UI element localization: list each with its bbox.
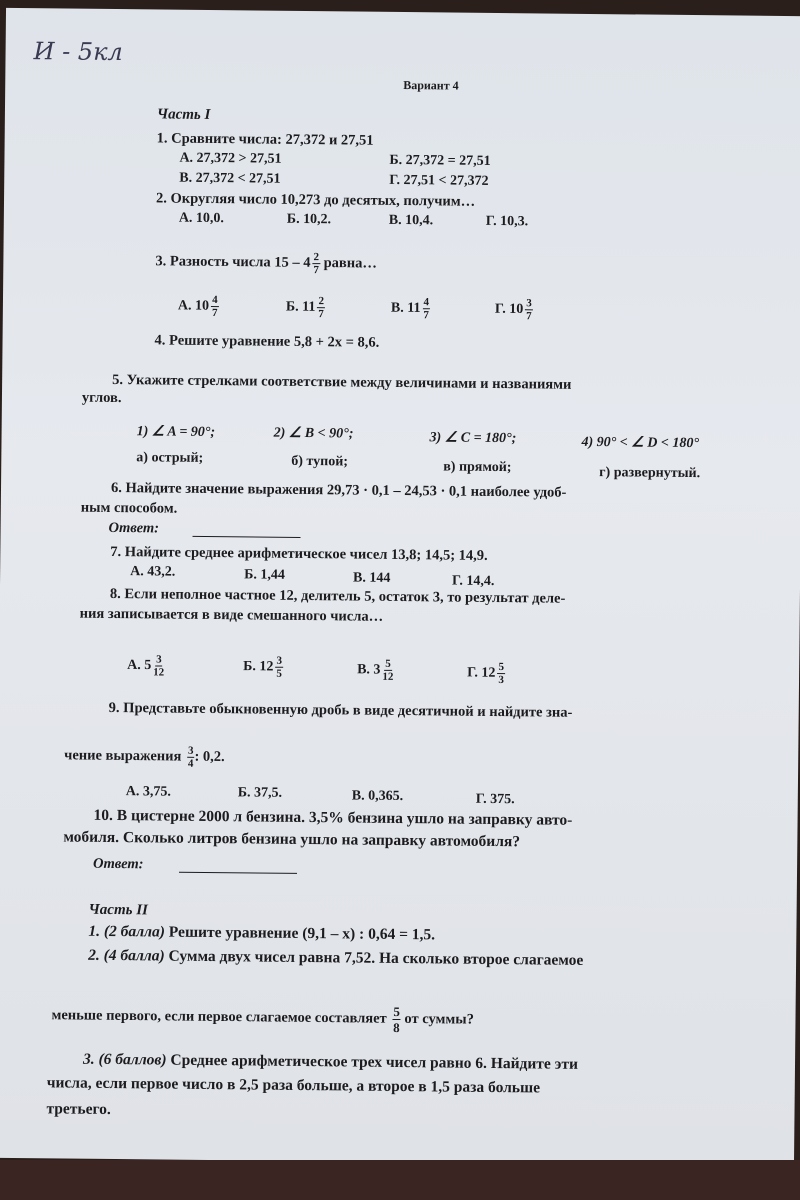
q3-option-b-label: Б. 11: [285, 299, 316, 315]
p2-q3: [83, 1051, 578, 1074]
q9-line1: 9. Представьте обыкновенную дробь в виде десятичной и найдите зна-: [108, 699, 573, 721]
q3-option-b-frac: [317, 295, 325, 320]
q9-line2-after: : 0,2.: [194, 748, 225, 766]
q5-name-b: б) тупой;: [291, 453, 349, 470]
q3-option-a: [178, 294, 219, 319]
q8-option-a-num: 3: [156, 653, 162, 666]
q3-option-d-den: 7: [526, 310, 532, 323]
q7-option-a: А. 43,2.: [130, 564, 176, 580]
p2-q2: [88, 947, 583, 970]
p2-q2-points: 2. (4 балла): [88, 946, 165, 965]
q8-option-d-label: Г. 12: [467, 665, 496, 681]
q3-option-a-label: А. 10: [177, 298, 210, 314]
q6-line2: ным способом.: [80, 499, 178, 517]
q7-text: 7. Найдите среднее арифметическое чисел 13,8; 14,5; 14,9.: [110, 543, 488, 564]
part1-title: Часть I: [156, 106, 211, 123]
q2-option-c: В. 10,4.: [388, 212, 434, 229]
q5-name-a: а) острый;: [136, 450, 204, 466]
q1-text: 1. Сравните числа: 27,372 и 27,51: [156, 130, 374, 149]
q3-fraction: [312, 251, 320, 276]
q3-option-b-den: 7: [318, 308, 324, 321]
p2-q3-line2: числа, если первое число в 2,5 раза больше, а второе в 1,5 раза больше: [46, 1074, 541, 1097]
q3-option-d-label: Г. 10: [494, 301, 524, 317]
p2-q1-text: Решите уравнение (9,1 – x) : 0,64 = 1,5.: [164, 923, 436, 944]
q6-answer-label: Ответ:: [108, 519, 160, 537]
p2-q1: [88, 923, 435, 945]
p2-q1-points: 1. (2 балла): [88, 922, 166, 941]
q5-line2: углов.: [81, 389, 122, 407]
q7-option-c: В. 144: [353, 570, 391, 586]
q9-option-b: Б. 37,5.: [237, 785, 283, 801]
q3-option-b: [286, 295, 325, 320]
q3-frac-den: 7: [313, 264, 320, 277]
q8-option-b: [243, 654, 283, 679]
q6-line1: 6. Найдите значение выражения 29,73 · 0,1 – 24,53 · 0,1 наиболее удоб-: [110, 479, 567, 501]
q9-line2-before: чение выражения: [64, 747, 182, 765]
p2-q2-line2: [51, 1000, 474, 1035]
q1-option-b: Б. 27,372 = 27,51: [389, 152, 491, 169]
q1-option-a: А. 27,372 > 27,51: [179, 150, 282, 167]
q8-option-a: [127, 653, 164, 678]
q8-option-a-den: 12: [153, 666, 165, 679]
q8-line2: ния записывается в виде смешанного числа…: [79, 605, 384, 625]
q6-answer-line[interactable]: [193, 536, 301, 538]
q8-option-c: [357, 658, 394, 683]
p2-q2-text: Сумма двух чисел равна 7,52. На сколько второе слагаемое: [164, 947, 584, 969]
q8-option-a-frac: [153, 653, 164, 678]
q3-option-d-frac: [525, 297, 533, 322]
p2-q3-line3: третьего.: [46, 1100, 111, 1118]
handwritten-note: И - 5кл: [33, 37, 123, 67]
q8-line1: 8. Если неполное частное 12, делитель 5, остаток 3, то результат деле-: [109, 585, 566, 607]
q9-frac-num: 3: [188, 744, 194, 757]
q5-item-2: 2) ∠ B < 90°;: [273, 425, 354, 442]
q8-option-c-num: 5: [385, 657, 391, 670]
p2-q2-line2-after: от суммы?: [404, 1010, 474, 1028]
q3-option-d-num: 3: [526, 297, 532, 310]
q8-option-c-frac: [382, 658, 393, 683]
p2-q2-frac-num: 5: [393, 1003, 400, 1020]
q8-option-d-frac: [497, 661, 505, 686]
q5-item-3: 3) ∠ C = 180°;: [429, 430, 517, 447]
q2-option-d: Г. 10,3.: [485, 213, 529, 230]
q8-option-b-frac: [275, 655, 283, 680]
q10-answer-label: Ответ:: [93, 855, 144, 873]
q2-option-b: Б. 10,2.: [286, 211, 332, 228]
q7-option-d: Г. 14,4.: [451, 573, 495, 589]
q5-item-1: 1) ∠ A = 90°;: [136, 424, 216, 441]
q3-option-c-label: В. 11: [390, 300, 421, 316]
q3-text: [155, 249, 377, 276]
variant-header: Вариант 4: [403, 78, 459, 93]
table-background: [0, 1160, 800, 1200]
q9-option-a: А. 3,75.: [125, 784, 172, 800]
q4-text: 4. Решите уравнение 5,8 + 2x = 8,6.: [154, 332, 380, 351]
q2-option-a: А. 10,0.: [178, 210, 225, 227]
q9-line2: [64, 743, 225, 770]
q3-option-d: [495, 297, 533, 322]
q3-text-after: равна…: [323, 255, 377, 272]
q3-option-c-den: 7: [423, 309, 429, 322]
q3-option-a-frac: [211, 294, 219, 319]
q3-text-before: 3. Разность числа 15 – 4: [155, 253, 311, 271]
p2-q2-fraction: [392, 1004, 401, 1035]
part2-title: Часть II: [88, 901, 149, 919]
q3-frac-num: 2: [313, 251, 320, 264]
q3-option-c-frac: [422, 296, 430, 321]
q3-option-c: [391, 296, 430, 321]
p2-q2-line2-before: меньше первого, если первое слагаемое составляет: [51, 1007, 387, 1027]
q8-option-d: [467, 661, 505, 686]
q8-option-d-num: 5: [498, 661, 505, 674]
q1-option-d: Г. 27,51 < 27,372: [389, 172, 489, 189]
q1-option-c: В. 27,372 < 27,51: [179, 170, 281, 187]
q3-option-a-den: 7: [211, 307, 218, 320]
q3-option-c-num: 4: [423, 296, 430, 309]
q3-option-b-num: 2: [318, 295, 325, 308]
q8-option-b-den: 5: [276, 667, 282, 680]
q8-option-b-num: 3: [276, 654, 283, 667]
q8-option-d-den: 3: [498, 674, 504, 687]
q10-answer-line[interactable]: [179, 872, 297, 874]
q9-frac-den: 4: [187, 757, 194, 770]
p2-q3-text: Среднее арифметическое трех чисел равно 6. Найдите эти: [166, 1051, 579, 1073]
q5-name-d: г) развернутый.: [599, 465, 701, 482]
worksheet-paper: [0, 8, 800, 1166]
q7-option-b: Б. 1,44: [244, 567, 285, 583]
q10-line1: 10. В цистерне 2000 л бензина. 3,5% бензина ушло на заправку авто-: [93, 806, 573, 829]
q2-text: 2. Округляя число 10,273 до десятых, получим…: [155, 190, 476, 210]
q5-item-4: 4) 90° < ∠ D < 180°: [581, 434, 700, 452]
q5-name-c: в) прямой;: [443, 459, 512, 476]
q5-line1: 5. Укажите стрелками соответствие между величинами и названиями: [112, 371, 572, 393]
q9-option-d: Г. 375.: [475, 791, 515, 808]
q3-option-a-num: 4: [212, 294, 218, 307]
q8-option-c-label: В. 3: [357, 662, 381, 678]
q8-option-c-den: 12: [382, 670, 394, 683]
p2-q2-frac-den: 8: [393, 1019, 400, 1036]
p2-q3-points: 3. (6 баллов): [82, 1050, 167, 1069]
q10-line2: мобиля. Сколько литров бензина ушло на заправку автомобиля?: [63, 828, 521, 851]
q9-option-c: В. 0,365.: [351, 788, 404, 805]
q8-option-b-label: Б. 12: [243, 659, 274, 675]
q8-option-a-label: А. 5: [127, 657, 152, 674]
